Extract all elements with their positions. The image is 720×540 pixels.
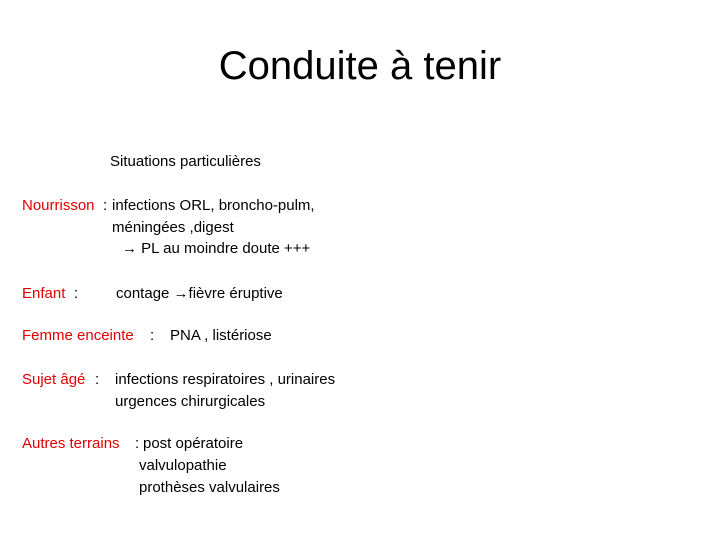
subtitle: Situations particulières xyxy=(110,153,261,170)
nourrisson-line-1: infections ORL, broncho-pulm, xyxy=(112,197,315,214)
autres-terrains-line-2: valvulopathie xyxy=(139,457,227,474)
sujet-age-line-2: urgences chirurgicales xyxy=(115,393,266,410)
enfant-label: Enfant xyxy=(22,285,66,302)
autres-terrains-separator: : xyxy=(135,435,140,452)
enfant-separator: : xyxy=(74,285,79,302)
autres-terrains-line-3: prothèses valvulaires xyxy=(139,479,280,496)
autres-terrains-label: Autres terrains xyxy=(22,435,120,452)
sujet-age-label: Sujet âgé xyxy=(22,371,86,388)
autres-terrains-line-1: post opératoire xyxy=(143,435,244,452)
nourrisson-label: Nourrisson xyxy=(22,197,95,214)
enfant-line-1: contage →fièvre éruptive xyxy=(116,285,283,302)
nourrisson-line-3: → PL au moindre doute +++ xyxy=(122,240,311,257)
femme-enceinte-line-1: PNA , listériose xyxy=(170,327,272,344)
femme-enceinte-separator: : xyxy=(150,327,155,344)
nourrisson-separator: : xyxy=(103,197,108,214)
femme-enceinte-label: Femme enceinte xyxy=(22,327,134,344)
slide-title: Conduite à tenir xyxy=(218,44,502,88)
nourrisson-line-2: méningées ,digest xyxy=(112,219,234,236)
sujet-age-line-1: infections respiratoires , urinaires xyxy=(115,371,336,388)
sujet-age-separator: : xyxy=(95,371,100,388)
